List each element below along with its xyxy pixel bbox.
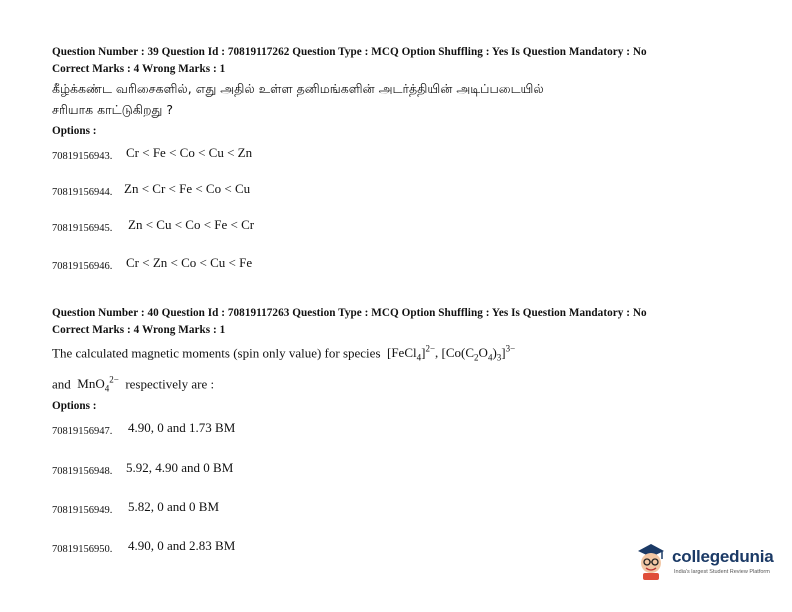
option-id: 70819156947. <box>52 426 113 437</box>
q39-text-line2: சரியாக காட்டுகிறது ? <box>52 102 173 117</box>
option-id: 70819156950. <box>52 544 113 555</box>
option-id: 70819156944. <box>52 187 113 198</box>
option-id: 70819156949. <box>52 505 113 516</box>
q40-text: The calculated magnetic moments (spin only value) for species <box>52 345 381 361</box>
option-text: 4.90, 0 and 2.83 BM <box>128 538 236 553</box>
option-text: Zn < Cr < Fe < Co < Cu <box>124 181 251 196</box>
q40-text-line1 <box>52 344 515 363</box>
q40-text-and: and <box>52 376 71 392</box>
option-text: 5.82, 0 and 0 BM <box>128 499 219 514</box>
q40-text-line2 <box>52 375 214 394</box>
logo-tagline: India's largest Student Review Platform <box>674 569 770 575</box>
option-id: 70819156946. <box>52 261 113 272</box>
q39-marks: Correct Marks : 4 Wrong Marks : 1 <box>52 63 226 75</box>
collegedunia-logo <box>634 541 774 585</box>
q40-header: Question Number : 40 Question Id : 70819117263 Question Type : MCQ Option Shuffling : Yes Is Question Mandatory : No <box>52 307 647 319</box>
option-id: 70819156943. <box>52 151 113 162</box>
q39-text-line1: கீழ்க்கண்ட வரிசைகளில், எது அதில் உள்ள தனிமங்களின் அடர்த்தியின் அடிப்படையில் <box>52 81 544 96</box>
student-mascot-icon <box>634 541 668 581</box>
q40-marks: Correct Marks : 4 Wrong Marks : 1 <box>52 324 226 336</box>
option-id: 70819156945. <box>52 223 113 234</box>
option-text: Cr < Zn < Co < Cu < Fe <box>126 255 253 270</box>
species-fecl4-rendered: [FeCl$_4$]$^{2-}$, <box>383 344 439 363</box>
option-id: 70819156948. <box>52 466 113 477</box>
logo-brand-text: collegedunia <box>672 547 774 566</box>
option-text: 5.92, 4.90 and 0 BM <box>126 460 234 475</box>
q39-options-label: Options : <box>52 125 97 137</box>
species-co-oxalate-rendered: $[Co(C_2O_4)_3]^{3-}$ <box>441 344 516 363</box>
q39-header: Question Number : 39 Question Id : 70819117262 Question Type : MCQ Option Shuffling : Yes Is Question Mandatory : No <box>52 46 647 58</box>
q40-text-suffix: respectively are : <box>125 376 215 392</box>
option-text: Cr < Fe < Co < Cu < Zn <box>126 145 253 160</box>
q40-options-label: Options : <box>52 400 97 412</box>
option-text: Zn < Cu < Co < Fe < Cr <box>128 217 255 232</box>
option-text: 4.90, 0 and 1.73 BM <box>128 420 236 435</box>
species-mno4-rendered: MnO$_4^{2-}$ <box>74 375 119 394</box>
